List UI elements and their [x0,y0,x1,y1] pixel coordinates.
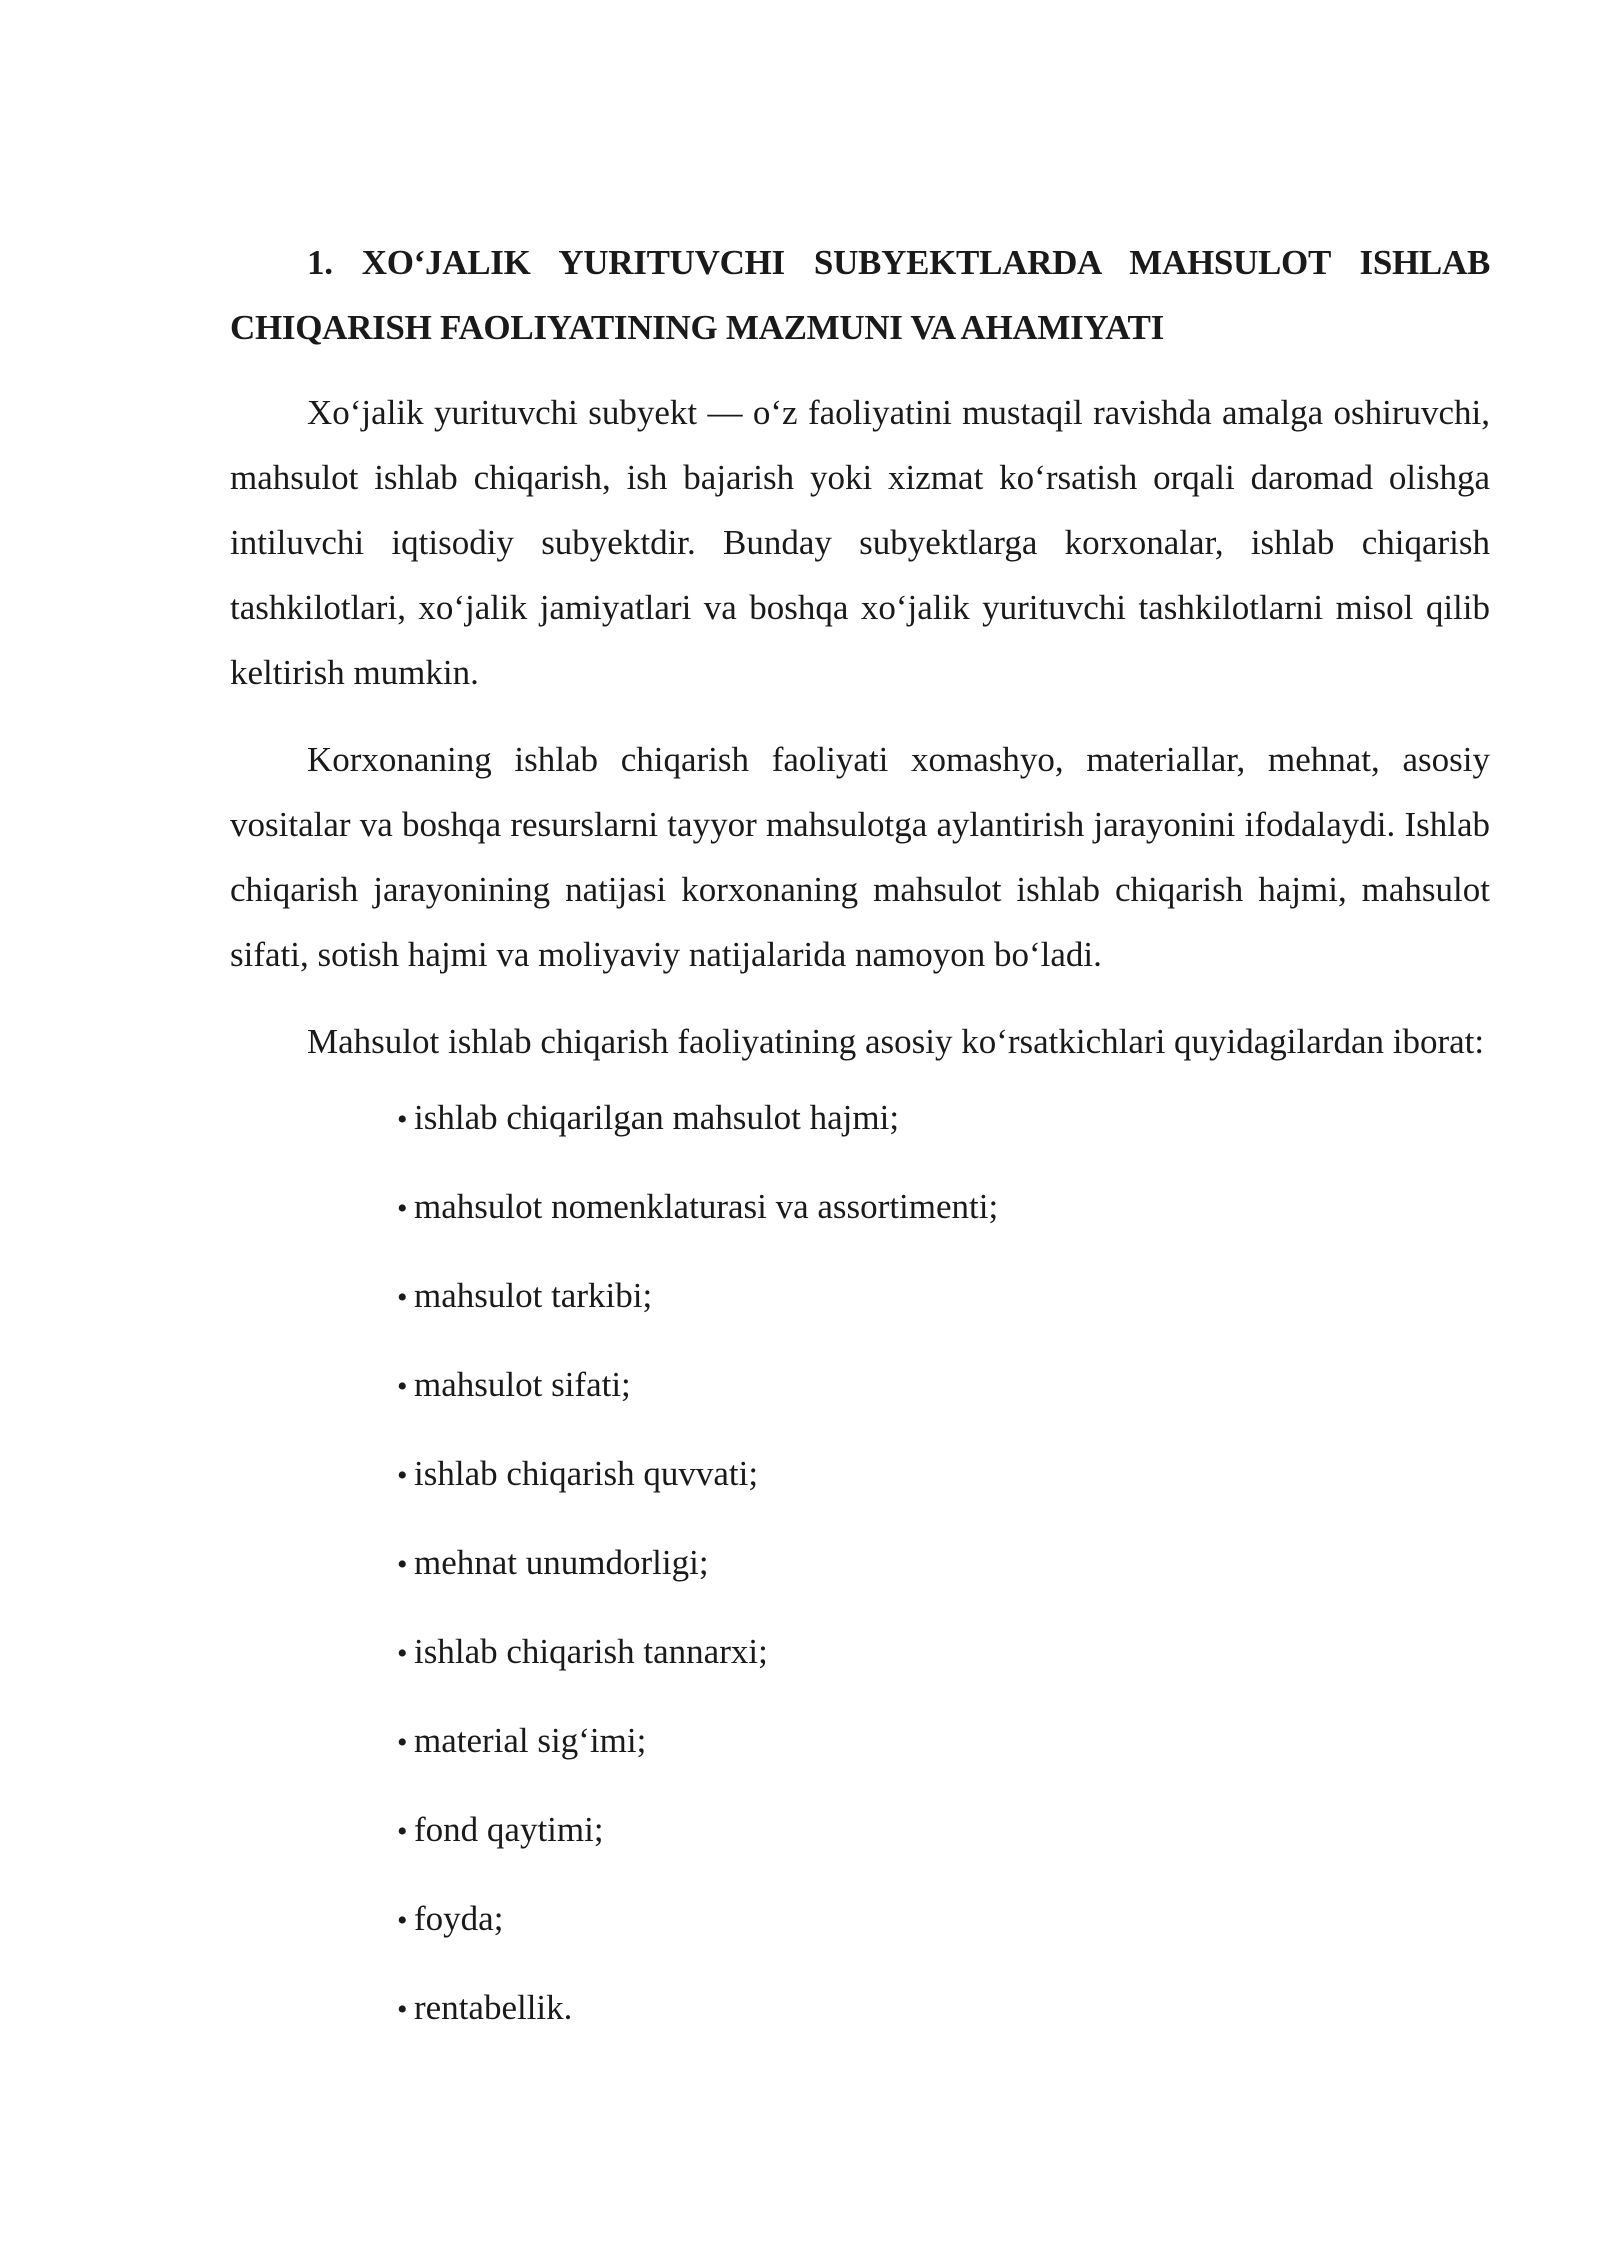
list-item [397,1185,1490,1231]
list-item-text: mahsulot tarkibi; [414,1276,653,1315]
bullet-icon: • [397,1103,408,1136]
list-item-text: rentabellik. [414,1988,573,2027]
list-item [397,1274,1490,1320]
list-item [397,1452,1490,1498]
list-item [397,1897,1490,1943]
list-item-text: material sig‘imi; [414,1721,647,1760]
list-item-text: mahsulot sifati; [414,1365,631,1404]
bullet-icon: • [397,1281,408,1314]
list-item [397,1541,1490,1587]
list-item-text: mehnat unumdorligi; [414,1543,709,1582]
list-item [397,1096,1490,1142]
paragraph-indicators-intro: Mahsulot ishlab chiqarish faoliyatining asosiy ko‘rsatkichlari quyidagilardan iborat: [307,1022,1485,1061]
document-page [230,230,1490,2075]
list-item-text: mahsulot nomenklaturasi va assortimenti; [414,1187,999,1226]
list-item-text: ishlab chiqarilgan mahsulot hajmi; [414,1098,900,1137]
bullet-icon: • [397,1637,408,1670]
bullet-icon: • [397,1815,408,1848]
list-item-text: fond qaytimi; [414,1810,604,1849]
bullet-icon: • [397,1548,408,1581]
list-item [397,1808,1490,1854]
bullet-icon: • [397,1904,408,1937]
paragraph-production-activity: Korxonaning ishlab chiqarish faoliyati xomashyo, materiallar, mehnat, asosiy vositalar va boshqa resurslarni tayyor mahsulotga aylantirish jarayonini ifodalaydi. Ishlab chiqarish jarayonining natijasi korxonaning mahsulot ishlab chiqarish hajmi, mahsulot sifati, sotish hajmi va moliyaviy natijalarida namoyon bo‘ladi. [230,740,1490,974]
indicators-list [230,1096,1490,2032]
bullet-icon: • [397,1192,408,1225]
paragraph-definition: Xo‘jalik yurituvchi subyekt — o‘z faoliyatini mustaqil ravishda amalga oshiruvchi, mahsulot ishlab chiqarish, ish bajarish yoki xizmat ko‘rsatish orqali daromad olishga intiluvchi iqtisodiy subyektdir. Bunday subyektlarga korxonalar, ishlab chiqarish tashkilotlari, xo‘jalik jamiyatlari va boshqa xo‘jalik yurituvchi tashkilotlarni misol qilib keltirish mumkin. [230,393,1490,692]
list-item-text: ishlab chiqarish tannarxi; [414,1632,768,1671]
list-item [397,1986,1490,2032]
bullet-icon: • [397,1726,408,1759]
list-item [397,1363,1490,1409]
list-item [397,1719,1490,1765]
list-item-text: ishlab chiqarish quvvati; [414,1454,759,1493]
list-item [397,1630,1490,1676]
bullet-icon: • [397,1993,408,2026]
list-item-text: foyda; [414,1899,504,1938]
bullet-icon: • [397,1370,408,1403]
bullet-icon: • [397,1459,408,1492]
section-heading: 1. XO‘JALIK YURITUVCHI SUBYEKTLARDA MAHSULOT ISHLAB CHIQARISH FAOLIYATINING MAZMUNI VA AHAMIYATI [230,243,1490,347]
